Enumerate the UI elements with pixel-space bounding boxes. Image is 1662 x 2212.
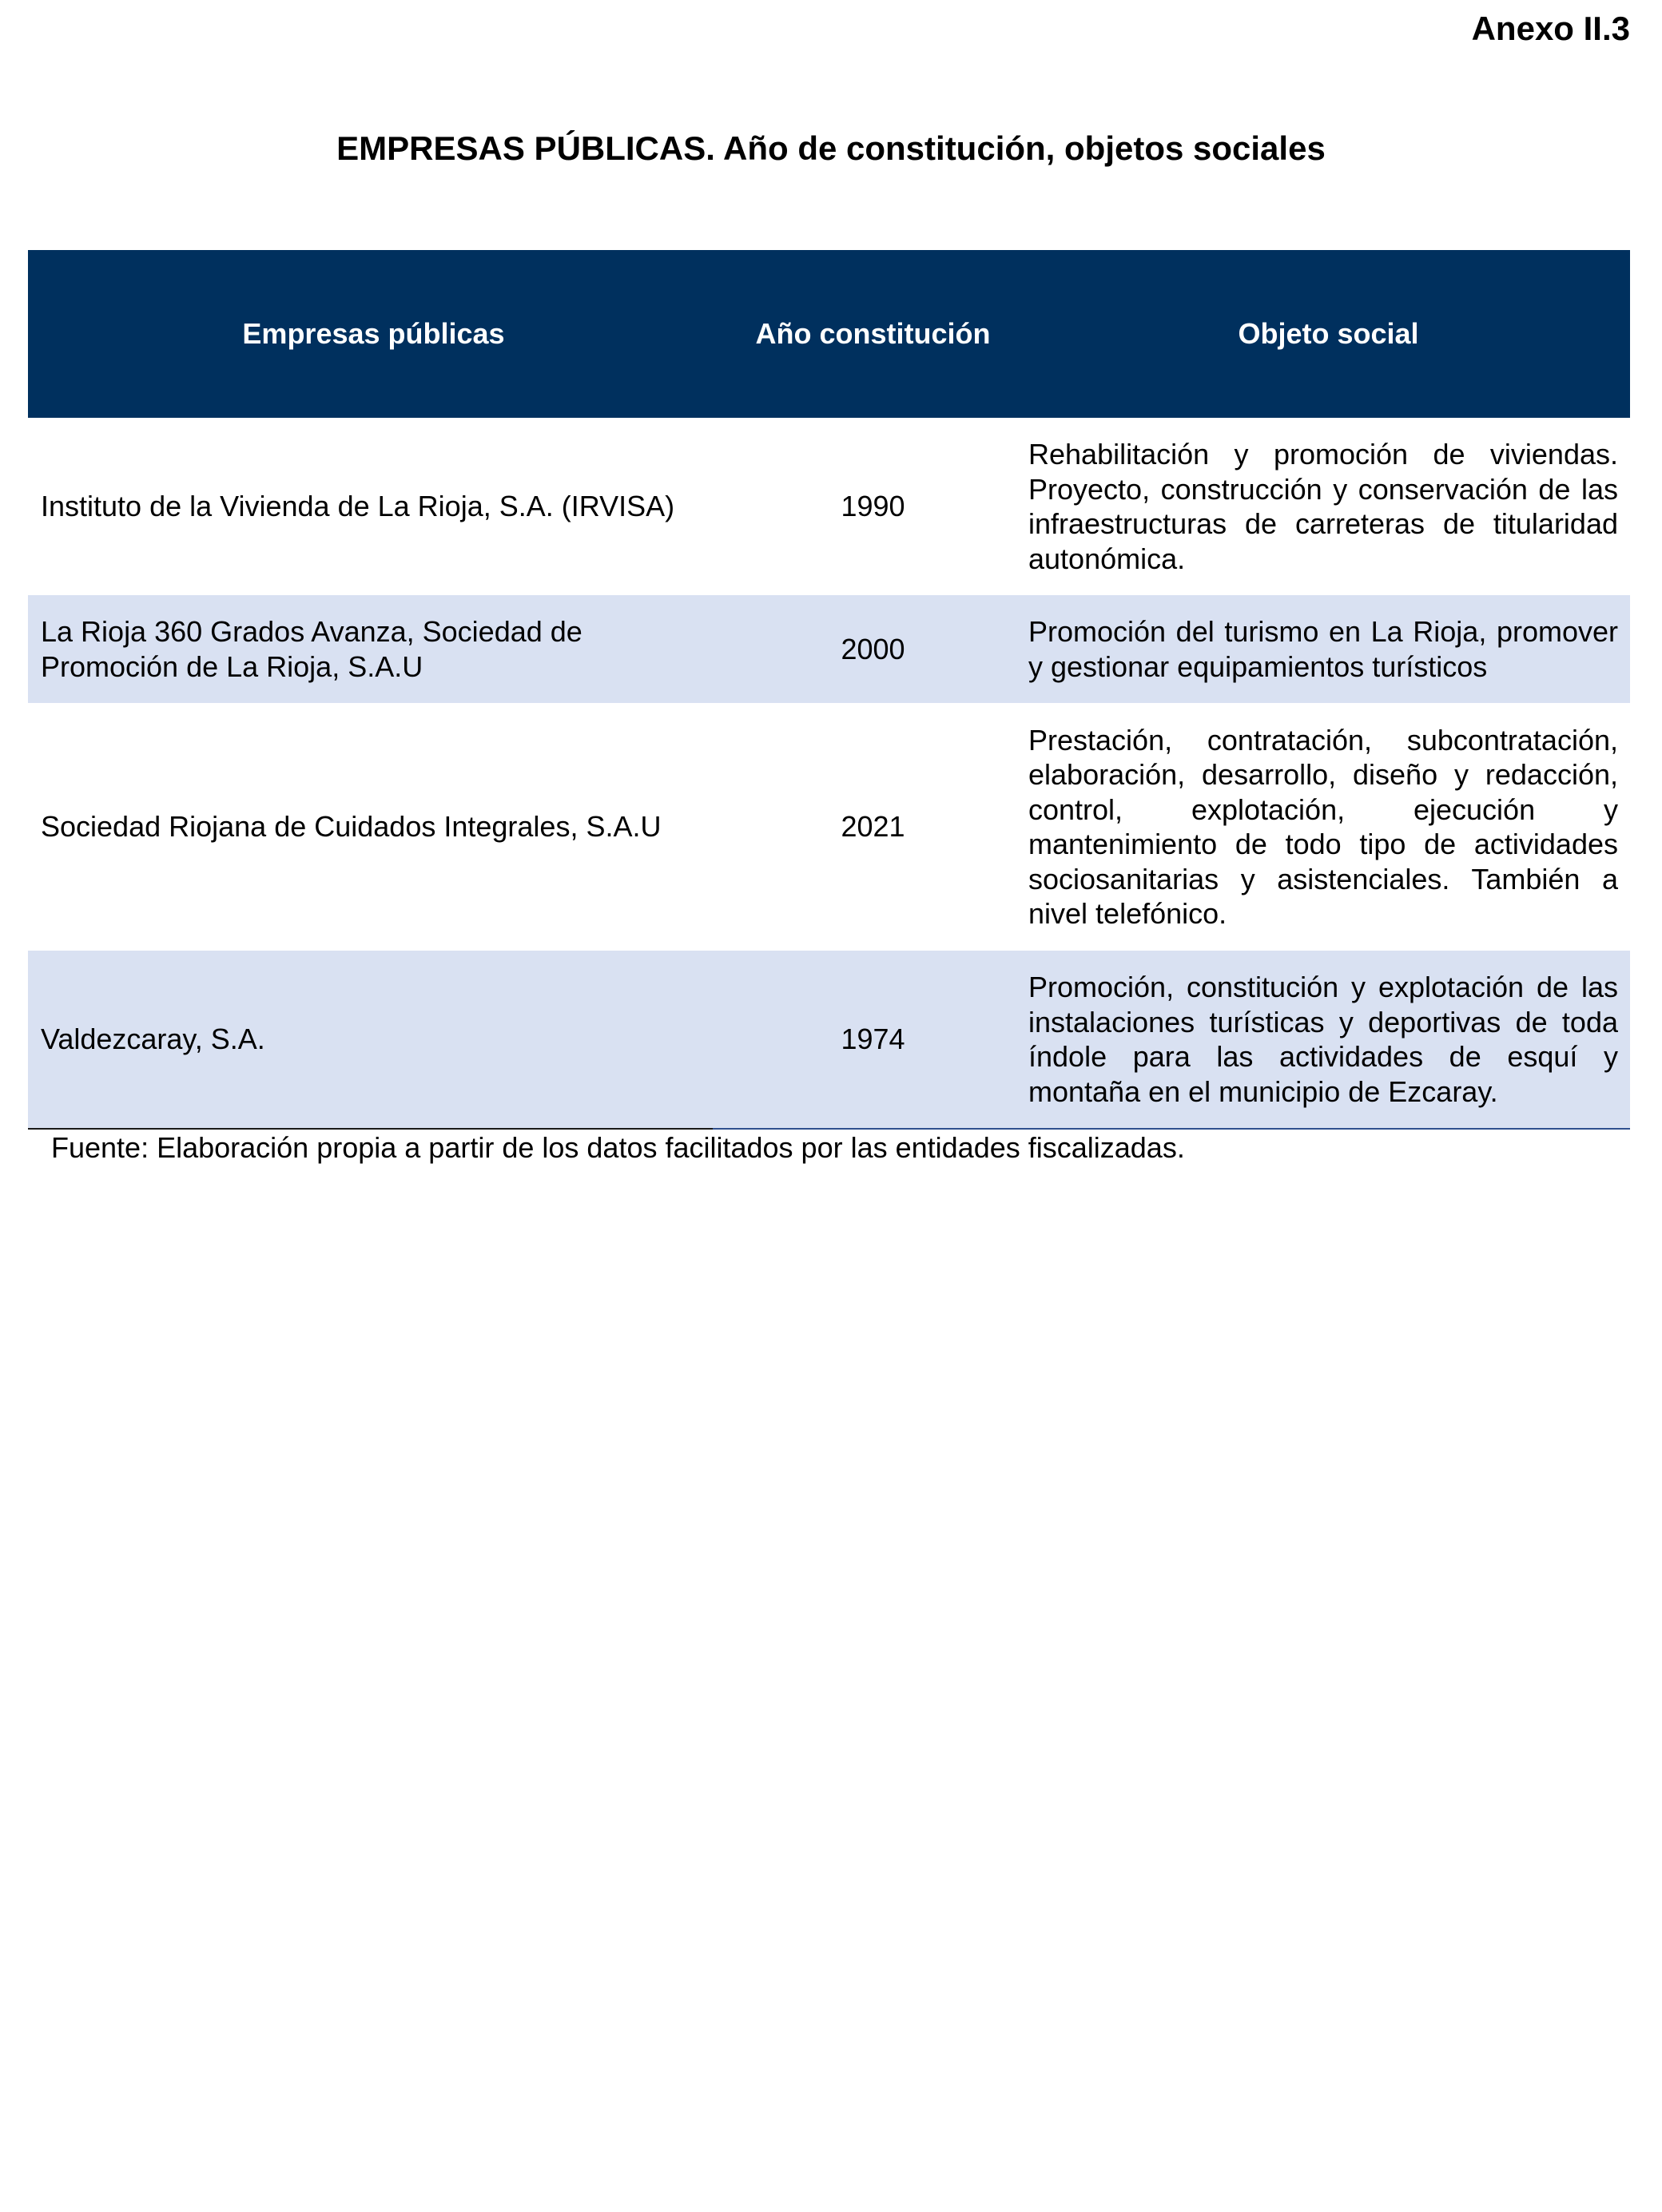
table-row [28, 418, 1630, 595]
object-cell: Rehabilitación y promoción de viviendas. Proyecto, construcción y conservación de las infraestructuras de carreteras de titularidad autonómica. [1028, 438, 1618, 575]
year-cell: 1990 [841, 490, 905, 523]
company-name-cell: Instituto de la Vivienda de La Rioja, S.A. (IRVISA) [41, 490, 675, 523]
table-row [28, 703, 1630, 951]
table-row [28, 951, 1630, 1128]
object-cell: Promoción, constitución y explotación de las instalaciones turísticas y deportivas de toda índole para las actividades de esquí y montaña en el municipio de Ezcaray. [1027, 951, 1630, 1128]
object-cell: Promoción del turismo en La Rioja, promover y gestionar equipamientos turísticos [1027, 595, 1630, 703]
table-row [28, 595, 1630, 703]
page-title: EMPRESAS PÚBLICAS. Año de constitución, objetos sociales [336, 129, 1326, 167]
header-year: Año constitución [719, 250, 1027, 418]
header-company: Empresas públicas [28, 250, 719, 418]
table-header-row [28, 250, 1630, 418]
company-name-cell: Sociedad Riojana de Cuidados Integrales, S.A.U [41, 810, 662, 844]
source-note: Fuente: Elaboración propia a partir de los datos facilitados por las entidades fiscalizadas. [51, 1131, 1185, 1164]
year-cell: 1974 [719, 951, 1027, 1128]
company-name-cell: Valdezcaray, S.A. [28, 951, 719, 1128]
public-companies-table [28, 250, 1630, 1128]
annex-label: Anexo II.3 [1471, 10, 1630, 47]
object-cell: Prestación, contratación, subcontratación, elaboración, desarrollo, diseño y redacción, control, explotación, ejecución y mantenimiento de todo tipo de actividades sociosanitarias y asistenciales. También a nivel telefónico. [1028, 723, 1618, 930]
header-object: Objeto social [1027, 250, 1630, 418]
company-name-cell: La Rioja 360 Grados Avanza, Sociedad de Promoción de La Rioja, S.A.U [28, 595, 719, 703]
year-cell: 2000 [719, 595, 1027, 703]
year-cell: 2021 [841, 810, 905, 844]
